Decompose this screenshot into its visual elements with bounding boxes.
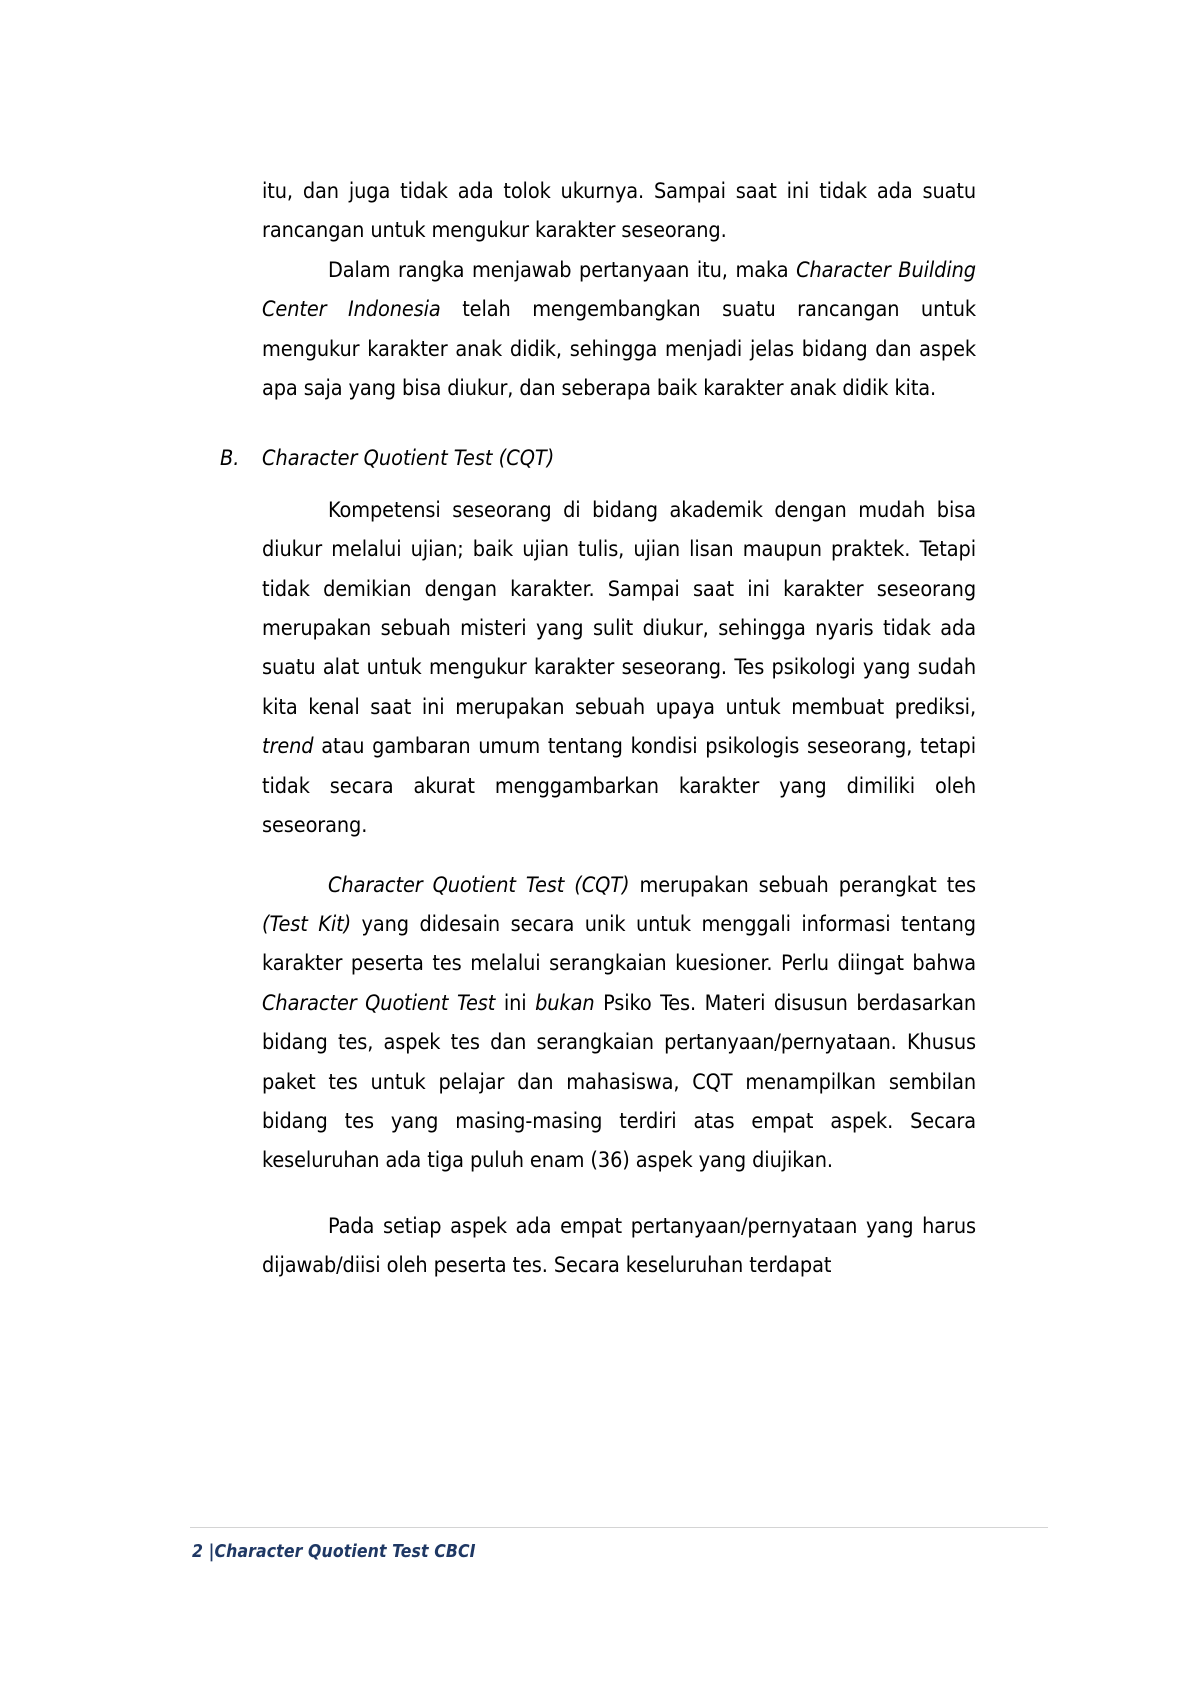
- italic-org-name: Character Building Center Indonesia: [262, 257, 976, 323]
- paragraph-spacer: [262, 1181, 976, 1207]
- paragraph-run-text: Psiko Tes. Materi disusun berdasarkan bidang tes, aspek tes dan serangkaian pertanyaan/pernyataan. Khusus paket tes untuk pelajar dan mahasiswa, CQT menampilkan sembilan bidang tes yang masing-masing terdiri atas empat aspek. Secara keseluruhan ada tiga puluh enam (36) aspek yang diujikan.: [262, 990, 976, 1174]
- heading-section-b: [220, 439, 976, 478]
- page-footer: 2 |Character Quotient Test CBCI: [192, 1542, 476, 1562]
- paragraph-run-text: yang didesain secara unik untuk menggali informasi tentang karakter peserta tes melalui serangkaian kuesioner. Perlu diingat bahwa: [262, 911, 976, 977]
- paragraph-run-text: telah mengembangkan suatu rancangan untuk mengukur karakter anak didik, sehingga menjadi jelas bidang dan aspek apa saja yang bisa diukur, dan seberapa baik karakter anak didik kita.: [262, 297, 977, 402]
- italic-term-trend: trend: [262, 734, 314, 760]
- italic-cqt-full-name: Character Quotient Test (CQT): [328, 872, 630, 898]
- page-body: [220, 172, 977, 1286]
- paragraph-run-text: Kompetensi seseorang di bidang akademik dengan mudah bisa diukur melalui ujian; baik ujian tulis, ujian lisan maupun praktek. Tetapi tidak demikian dengan karakter. Sampai saat ini karakter seseorang merupakan sebuah misteri yang sulit diukur, sehingga nyaris tidak ada suatu alat untuk mengukur karakter seseorang. Tes psikologi yang sudah kita kenal saat ini merupakan sebuah upaya untuk membuat prediksi,: [262, 497, 976, 720]
- paragraph-dalam-rangka: [262, 251, 976, 409]
- italic-word-bukan: bukan: [535, 990, 595, 1016]
- paragraph-spacer: [262, 846, 976, 866]
- paragraph-kompetensi: [262, 491, 976, 846]
- paragraph-continued: itu, dan juga tidak ada tolok ukurnya. Sampai saat ini tidak ada suatu rancangan untuk mengukur karakter seseorang.: [262, 179, 976, 244]
- paragraph-run-text: merupakan sebuah perangkat tes: [629, 872, 976, 898]
- paragraph-cqt-description: [262, 866, 976, 1181]
- italic-test-kit: (Test Kit): [262, 911, 352, 937]
- heading-title: Character Quotient Test (CQT): [262, 446, 555, 472]
- paragraph-run-text: atau gambaran umum tentang kondisi psikologis seseorang, tetapi tidak secara akurat menggambarkan karakter yang dimiliki oleh seseorang.: [262, 734, 976, 839]
- paragraph-pada-setiap-aspek: Pada setiap aspek ada empat pertanyaan/pernyataan yang harus dijawab/diisi oleh peserta tes. Secara keseluruhan terdapat: [262, 1213, 976, 1279]
- italic-cqt-name: Character Quotient Test: [262, 990, 496, 1016]
- heading-list-number: B.: [220, 446, 240, 472]
- footer-divider: [190, 1527, 1048, 1528]
- paragraph-run-text: Dalam rangka menjawab pertanyaan itu, maka: [328, 257, 797, 283]
- paragraph-run-text: ini: [495, 990, 536, 1016]
